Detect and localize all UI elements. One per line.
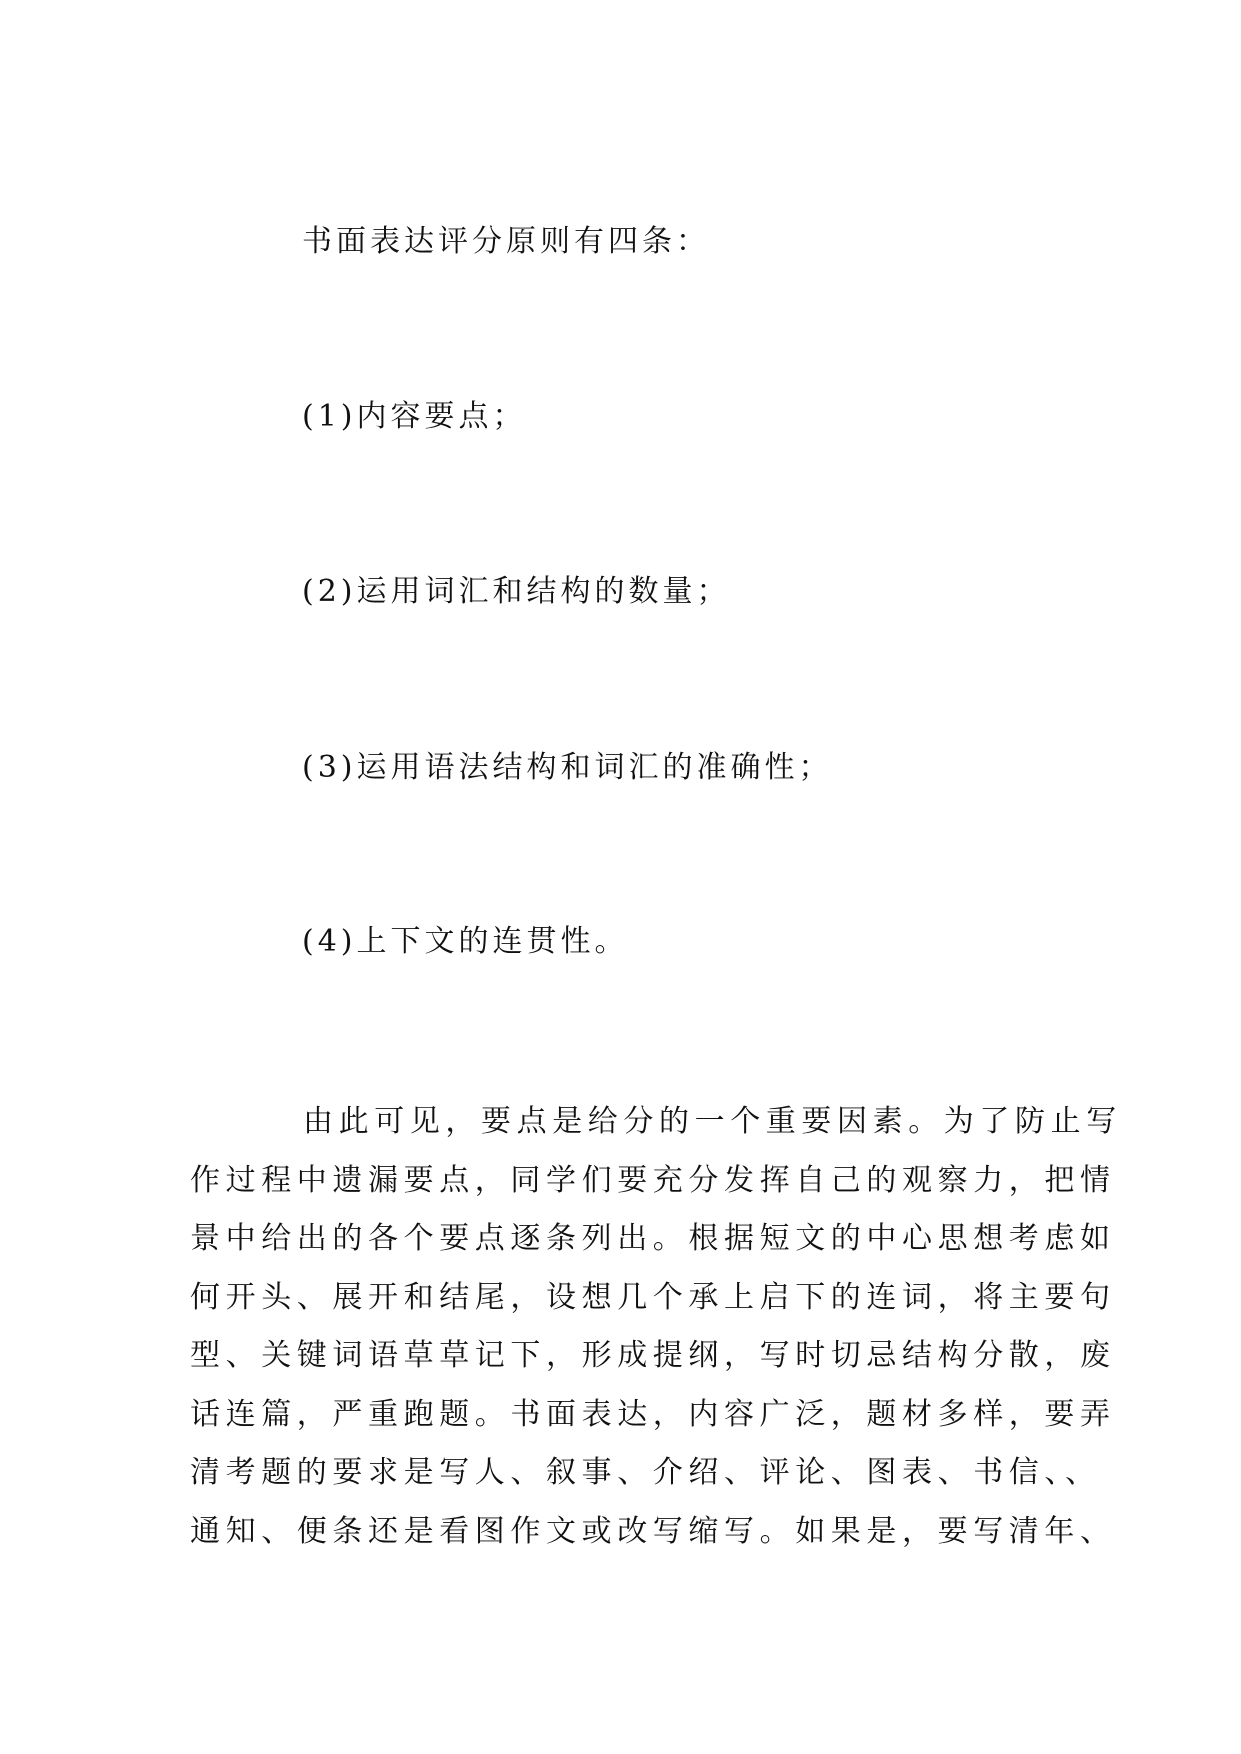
paragraph-line: 作过程中遗漏要点，同学们要充分发挥自己的观察力，把情 [190, 1162, 1116, 1198]
paragraph-line: 型、关键词语草草记下，形成提纲，写时切忌结构分散，废 [190, 1338, 1116, 1373]
paragraph-line: 通知、便条还是看图作文或改写缩写。如果是，要写清年、 [190, 1513, 1116, 1549]
criterion-3: (3)运用语法结构和词汇的准确性； [302, 750, 833, 785]
criterion-1: (1)内容要点； [302, 399, 527, 434]
paragraph-line: 何开头、展开和结尾，设想几个承上启下的连词，将主要句 [190, 1279, 1116, 1315]
paragraph-line: 景中给出的各个要点逐条列出。根据短文的中心思想考虑如 [190, 1221, 1116, 1256]
section-heading: 书面表达评分原则有四条： [302, 224, 710, 259]
paragraph-line: 话连篇，严重跑题。书面表达，内容广泛，题材多样，要弄 [190, 1396, 1116, 1432]
body-paragraph [190, 1093, 1122, 1561]
criterion-4: (4)上下文的连贯性。 [302, 924, 629, 959]
paragraph-line: 清考题的要求是写人、叙事、介绍、评论、图表、书信、、 [190, 1455, 1101, 1490]
criterion-2: (2)运用词汇和结构的数量； [302, 574, 731, 609]
paragraph-line: 由此可见，要点是给分的一个重要因素。为了防止写 [303, 1104, 1122, 1139]
